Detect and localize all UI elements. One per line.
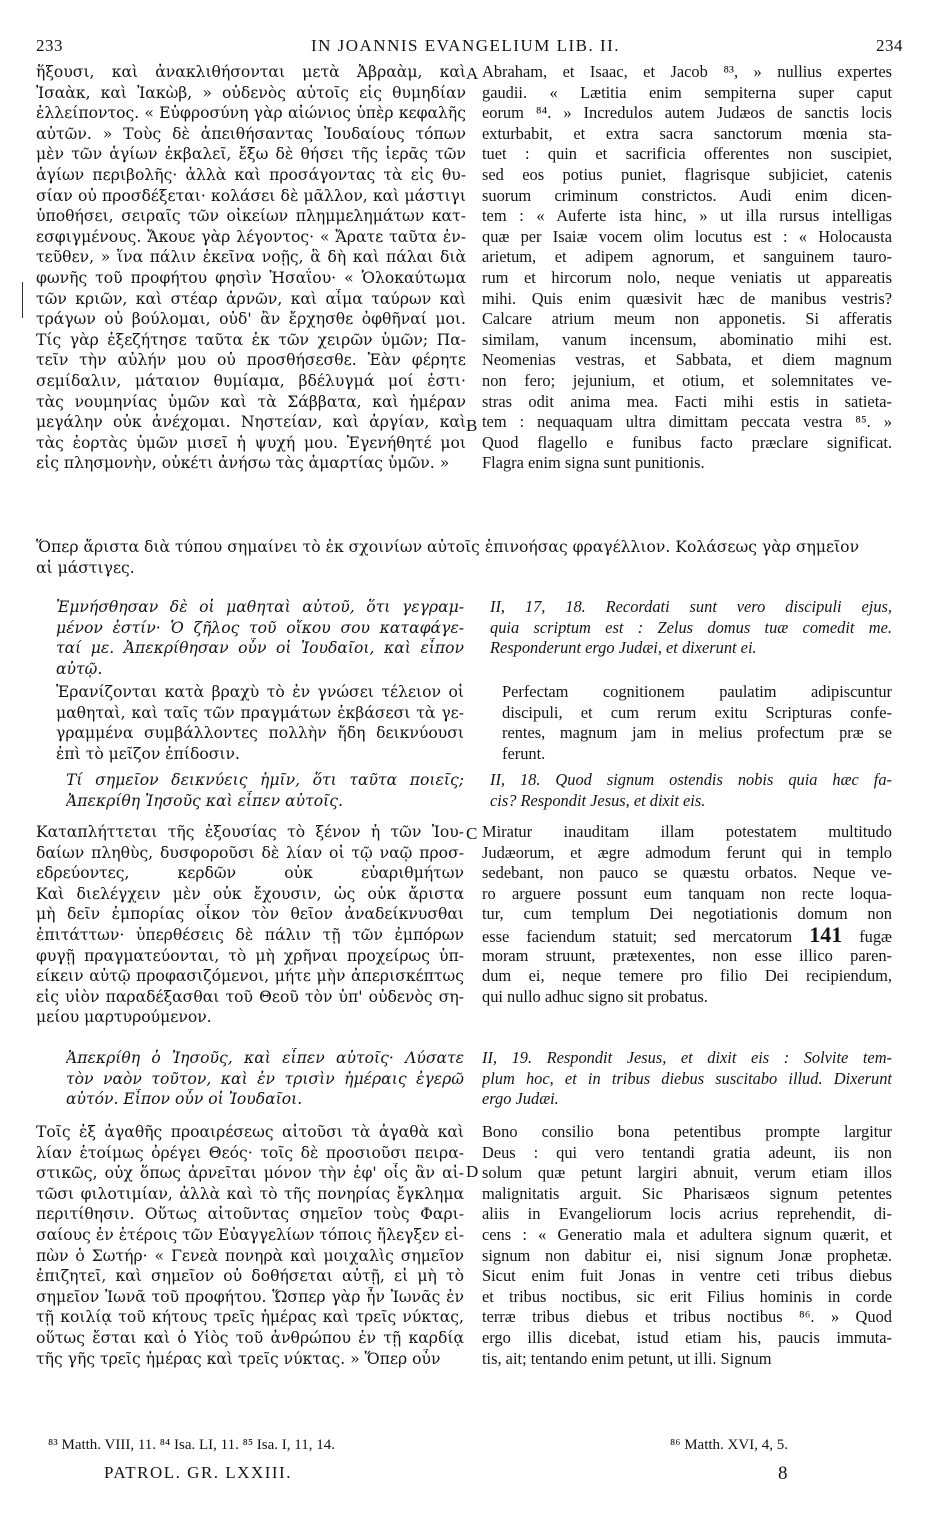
marker-b: B	[466, 416, 478, 435]
text-line: qui nullo adhuc signo sit probatus.	[482, 986, 708, 1006]
text-line: rum et hircorum nolo, neque veniatis ut appareatis	[482, 267, 892, 287]
text-line: exturbabit, et extra sacra sanctorum mœnia sta-	[482, 123, 892, 143]
text-line: αὐτόν. Εἶπον οὖν οἱ Ἰουδαῖοι.	[66, 1090, 303, 1109]
text-line: Καταπλήττεται τῆς ἐξουσίας τὸ ξένον ἡ τῶν Ἰου-	[36, 823, 464, 841]
text-line: Flagra enim signa sunt punitionis.	[482, 453, 705, 473]
text-line: Abraham, et Isaac, et Jacob ⁸³, » nullius expertes	[482, 62, 892, 81]
text-line: τεῦθεν, » ἵνα πάλιν ἐκεῖνα νοῇς, ἃ δὴ καὶ πάλαι διὰ	[36, 248, 466, 267]
text-line: Τί σημεῖον δεικνύεις ἡμῖν, ὅτι ταῦτα ποιεῖς;	[66, 771, 464, 789]
text-line: Bono consilio bona petentibus prompte largitur	[482, 1122, 892, 1141]
text-line: II, 18. Quod signum ostendis nobis quia hæc fa-	[490, 770, 892, 789]
text-line: ἥξουσι, καὶ ἀνακλιθήσονται μετὰ Ἀβραὰμ, καὶ	[36, 63, 466, 81]
text-line: arietum, et adipem agnorum, et sanguinem tauro-	[482, 247, 892, 267]
text-line: μὴ δεῖν ἐμπορίας οἶκον τὸν θεῖον ἀναδείκνυσθαι	[36, 905, 464, 924]
text-line: τὸν ναὸν τοῦτον, καὶ ἐν τρισὶν ἡμέραις ἐγερῶ	[66, 1069, 464, 1088]
greek-lemma-2	[66, 770, 464, 811]
text-line: quæ per Isaiæ vocem olim locutus est : « Holocausta	[482, 226, 892, 246]
text-line: μεγάλην οὐκ ἀνέχομαι. Νηστείαν, καὶ ἀργίαν, καὶ	[36, 413, 466, 432]
greek-lemma-3	[66, 1048, 464, 1110]
marker-d: D	[466, 1162, 479, 1181]
text-line: τῆς γῆς τρεῖς ἡμέρας καὶ τρεῖς νύκτας. » Ὅπερ οὖν	[36, 1349, 441, 1368]
text-line: Miratur inauditam illam potestatem multitudo	[482, 822, 892, 841]
text-line: τεῖν τὴν αὐλήν μου οὐ προσθήσεσθε. Ἐὰν φέρητε	[36, 351, 466, 370]
text-line: είκειν αὐτῷ προφασιζόμενοι, μήτε μὴν ἀπερισκέπτως	[36, 967, 464, 986]
text-line: quia scriptum est : Zelus domus tuæ comedit me.	[490, 617, 892, 637]
text-line: εἰς υἱὸν παραδέξασθαι τοῦ Θεοῦ τὸν ὑπ' οὐδενὸς ση-	[36, 987, 464, 1006]
text-line: II, 19. Respondit Jesus, et dixit eis : Solvite tem-	[482, 1048, 892, 1067]
text-line: tur, cum templum Dei negotiationis domum non	[482, 904, 892, 924]
text-line: ferunt.	[502, 743, 546, 763]
text-line: Sicut enim fuit Jonas in ventre ceti tribus diebus	[482, 1266, 892, 1286]
page-number-right: 234	[876, 36, 903, 55]
text-line: μένον ἐστίν· Ὁ ζῆλος τοῦ οἴκου σου καταφάγε-	[56, 618, 464, 637]
text-line: Ἐμνήσθησαν δὲ οἱ μαθηταὶ αὐτοῦ, ὅτι γεγραμ-	[56, 598, 464, 616]
text-line: non fero; jejunium, et otium, et solemnitates ve-	[482, 370, 892, 390]
text-line: αἱ μάστιγες.	[36, 558, 135, 577]
text-line: Judæorum, et ægre admodum ferunt qui in templo	[482, 842, 892, 862]
column-number: 141	[809, 924, 843, 946]
text-line: Τοῖς ἐξ ἀγαθῆς προαιρέσεως αἰτοῦσι τὰ ἀγαθὰ καὶ	[36, 1123, 464, 1141]
greek-full-width	[36, 537, 898, 578]
text-line: φυγῇ πραγματεύονται, τὸ μὴ χρῆναι προχείρως ὑπ-	[36, 946, 464, 965]
text-line: σημεῖον Ἰωνᾶ τοῦ προφήτου. Ὥσπερ γὰρ ἦν Ἰωνᾶς ἐν	[36, 1287, 464, 1306]
text-line: Deus : qui vero tentandi gratia adeunt, iis non	[482, 1142, 892, 1162]
latin-column-top	[482, 62, 892, 474]
text-line: μαθηταὶ, καὶ ταῖς τῶν πραγμάτων ἐκβάσεσι τὰ γε-	[56, 703, 464, 722]
greek-paragraph-2	[56, 682, 464, 764]
text-line: μείου μαρτυρούμενον.	[36, 1008, 212, 1027]
text-line: plum hoc, et in tribus diebus suscitabo illud. Dixerunt	[482, 1068, 892, 1088]
text-line: τράγων οὐ βούλομαι, οὐδ' ἂν ἔρχησθε ὀφθῆναί μοι.	[36, 310, 466, 329]
text-line: ergo Judæi.	[482, 1089, 559, 1109]
text-line: malignitatis arguit. Sic Pharisæos signum petentes	[482, 1183, 892, 1203]
text-line: Τίς γὰρ ἐξεζήτησε ταῦτα ἐκ τῶν χειρῶν ὑμῶν; Πα-	[36, 330, 466, 349]
text-line: stras odit anima mea. Facti mihi estis in satieta-	[482, 391, 892, 411]
page-number-left: 233	[36, 36, 63, 55]
text-line: signum non dabitur ei, nisi signum Jonæ prophetæ.	[482, 1245, 892, 1265]
text-line: mihi. Quis enim quæsivit hæc de manibus vestris?	[482, 288, 892, 308]
latin-lemma-2	[490, 770, 892, 811]
text-line: aliis in Evangeliorum locis acrius reprehendit, di-	[482, 1204, 892, 1224]
text-line: ἁγίων περιβολῆς· ἀλλὰ καὶ προσάγοντας τὰ εἰς θυ-	[36, 165, 466, 184]
running-title: IN JOANNIS EVANGELIUM LIB. II.	[310, 36, 621, 55]
text-line: Quod flagello e funibus facto præclare significat.	[482, 432, 892, 452]
text-line: ἐπὶ τὸ μεῖζον ἐπίδοσιν.	[56, 744, 240, 763]
text-line: Neomenias vestras, et Sabbata, et diem magnum	[482, 350, 892, 370]
text-line: solum quæ petunt largiri abnuit, verum etiam illos	[482, 1163, 892, 1183]
text-line: moram struunt, prætexentes, non esse illico paren-	[482, 945, 892, 965]
text-line: Ἀπεκρίθη Ἰησοῦς καὶ εἶπεν αὐτοῖς.	[66, 791, 343, 810]
text-line: οὕτως ἔσται καὶ ὁ Υἱὸς τοῦ ἀνθρώπου ἐν τῇ καρδίᾳ	[36, 1328, 464, 1347]
text-line: πὼν ὁ Σωτήρ· « Γενεὰ πονηρὰ καὶ μοιχαλὶς σημεῖον	[36, 1246, 464, 1265]
text-line: αὐτῶν. » Τοὺς δὲ ἀπειθήσαντας Ἰουδαίους τόπων	[36, 124, 466, 143]
text-line: τῇ κοιλίᾳ τοῦ κήτους τρεῖς ἡμέρας καὶ τρεῖς νύκτας,	[36, 1308, 464, 1327]
text-line: φωνῆς τοῦ προφήτου φησὶν Ἡσαΐου· « Ὁλοκαύτωμα	[36, 268, 466, 287]
text-line: esse faciendum statuit; sed mercatorum 141 fugæ	[482, 925, 892, 946]
margin-rule	[22, 282, 23, 318]
latin-lemma-3	[482, 1048, 892, 1110]
text-line: δαίων πληθὺς, δυσφοροῦσι δὲ λίαν οἱ τῷ ναῷ προσ-	[36, 843, 464, 862]
text-line: λίαν ἑτοίμως ὀρέγει Θεός· τοῖς δὲ προσιοῦσι πειρα-	[36, 1143, 464, 1162]
text-line: ro arguere possunt eum tanquam non recte loqua-	[482, 883, 892, 903]
text-line: σίαν οὐ προσδέξεται· κολάσει δὲ μᾶλλον, καὶ μάστιγι	[36, 186, 466, 205]
text-line: εσφιγμένους. Ἄκουε γὰρ λέγοντος· « Ἄρατε ταῦτα ἐν-	[36, 227, 466, 246]
text-line: μὲν τῶν ἁγίων ἐκβαλεῖ, ἔξω δὲ θήσει τῆς ἱερᾶς τῶν	[36, 145, 466, 164]
text-line: Perfectam cognitionem paulatim adipiscuntur	[502, 682, 892, 701]
volume-signature: PATROL. GR. LXXIII.	[104, 1463, 292, 1482]
text-line: dum ei, neque temere pro filio Dei recipiendum,	[482, 966, 892, 986]
text-line: σαίους ἐν ἑτέροις τῶν Εὐαγγελίων τόποις ἤλεγξεν εἰ-	[36, 1225, 464, 1244]
text-line: tem : « Auferte ista hinc, » ut illa rursus intelligas	[482, 206, 892, 226]
text-line: περιτίθησιν. Οὕτως αἰτοῦντας σημεῖον τοὺς Φαρι-	[36, 1205, 464, 1224]
text-line: τὰς νουμηνίας ὑμῶν καὶ τὰ Σάββατα, καὶ ἡμέραν	[36, 392, 466, 411]
footnotes-left: ⁸³ Matth. VIII, 11. ⁸⁴ Isa. LI, 11. ⁸⁵ Isa. I, 11, 14.	[48, 1437, 335, 1453]
text-line: τῶν κριῶν, καὶ στέαρ ἀρνῶν, καὶ αἷμα ταύρων καὶ	[36, 289, 466, 308]
text-line: Calcare atrium meum non apponetis. Si afferatis	[482, 309, 892, 329]
greek-paragraph-4	[36, 1122, 464, 1369]
text-line: τὰς ἑορτὰς ὑμῶν μισεῖ ἡ ψυχή μου. Ἐγενήθητέ μοι	[36, 433, 466, 452]
text-line: Ἰσαὰκ, καὶ Ἰακὼβ, » οὐδενὸς αὐτοῖς εἰς θυμηδίαν	[36, 83, 466, 102]
text-line: suorum criminum constrictos. Audi enim dicen-	[482, 185, 892, 205]
text-line: sed eos potius puniet, flagrisque subjiciet, catenis	[482, 164, 892, 184]
text-line: ἐπιζητεῖ, καὶ σημεῖον οὐ δοθήσεται αὐτῇ, εἰ μὴ τὸ	[36, 1267, 464, 1286]
text-line: στικῶς, οὐχ ὅπως ἀρνεῖται μόνον τὴν ἐφ' οἷς ἂν αἰ-	[36, 1164, 464, 1183]
greek-lemma-1	[56, 597, 464, 679]
text-line: cens : « Generatio mala et adultera signum quærit, et	[482, 1224, 892, 1244]
text-line: Responderunt ergo Judæi, et dixerunt ei.	[490, 638, 757, 658]
text-line: Καὶ διελέγχειν μὲν οὐκ ἔχουσιν, ὡς οὐκ ἄριστα	[36, 884, 464, 903]
text-line: ὑποθήσει, σειραῖς τῶν οἰκείων πλημμελημάτων κατ-	[36, 207, 466, 226]
text-line: et tribus noctibus, sic erit Filius hominis in corde	[482, 1286, 892, 1306]
greek-column-top	[36, 62, 466, 474]
text-line: II, 17, 18. Recordati sunt vero discipuli ejus,	[490, 597, 892, 616]
text-line: ἐπιτάττων· ὑπερθέσεις δὲ πάλιν τῇ τῶν ἐμπόρων	[36, 925, 464, 944]
text-line: rentes, magnum jam in melius profectum præ se	[502, 723, 892, 743]
marker-c: C	[466, 824, 478, 843]
sheet-number: 8	[778, 1463, 788, 1484]
marker-a: A	[466, 64, 479, 83]
text-line: Ὅπερ ἄριστα διὰ τύπου σημαίνει τὸ ἐκ σχοινίων αὐτοῖς ἐπινοήσας φραγέλλιον. Κολάσεως γὰρ σημεῖον	[36, 538, 860, 556]
text-line: cis? Respondit Jesus, et dixit eis.	[490, 790, 706, 810]
text-line: ergo illis dicebat, istud etiam his, paucis immuta-	[482, 1327, 892, 1347]
text-line: terræ tribus diebus et tribus noctibus ⁸⁶. » Quod	[482, 1307, 892, 1327]
text-line: ταί με. Ἀπεκρίθησαν οὖν οἱ Ἰουδαῖοι, καὶ εἶπον	[56, 639, 464, 658]
text-line: tem : nequaquam ultra dimittam peccata vestra ⁸⁵. »	[482, 412, 892, 432]
latin-paragraph-3	[482, 822, 892, 1007]
greek-paragraph-3	[36, 822, 464, 1028]
latin-paragraph-2	[502, 682, 892, 764]
text-line: Ἀπεκρίθη ὁ Ἰησοῦς, καὶ εἶπεν αὐτοῖς· Λύσατε	[66, 1049, 464, 1067]
text-line: ἐλλείποντος. « Εὐφροσύνη γὰρ αἰώνιος ὑπὲρ κεφαλῆς	[36, 104, 466, 123]
text-line: tis, ait; tentando enim petunt, ut illi. Signum	[482, 1348, 772, 1368]
footnotes-right: ⁸⁶ Matth. XVI, 4, 5.	[670, 1437, 788, 1453]
text-line: similam, vanum incensum, abominatio mihi est.	[482, 329, 892, 349]
text-line: Ἐρανίζονται κατὰ βραχὺ τὸ ἐν γνώσει τέλειον οἱ	[56, 683, 464, 701]
text-line: eorum ⁸⁴. » Incredulos autem Judæos de sanctis locis	[482, 103, 892, 123]
text-line: τῶσι φιλοτιμίαν, ἀλλὰ καὶ τὸ τῆς πονηρίας ἔγκλημα	[36, 1184, 464, 1203]
latin-lemma-1	[490, 597, 892, 659]
text-line: discipuli, et cum rerum exitu Scripturas confe-	[502, 702, 892, 722]
text-line: gaudii. « Lætitia enim sempiterna super caput	[482, 82, 892, 102]
text-line: tuet : quin et sacrificia offerentes non suscipiet,	[482, 144, 892, 164]
text-line: εδρεύοντες, κερδῶν οὐκ εὐαριθμήτων	[36, 864, 464, 883]
latin-paragraph-4	[482, 1122, 892, 1369]
text-line: sedebant, non pauco se quæstu orbatos. Neque ve-	[482, 863, 892, 883]
text-line: εἰς πλησμονὴν, οὐκέτι ἀνήσω τὰς ἁμαρτίας ὑμῶν. »	[36, 454, 450, 473]
text-line: αὐτῷ.	[56, 659, 103, 678]
text-fragment: fugæ	[859, 926, 892, 946]
text-line: γραμμένα συμβάλλοντες πολλὴν ἤδη δεικνύουσι	[56, 724, 464, 743]
text-line: σεμίδαλιν, μάταιον θυμίαμα, βδέλυγμά μοί ἐστι·	[36, 371, 466, 390]
